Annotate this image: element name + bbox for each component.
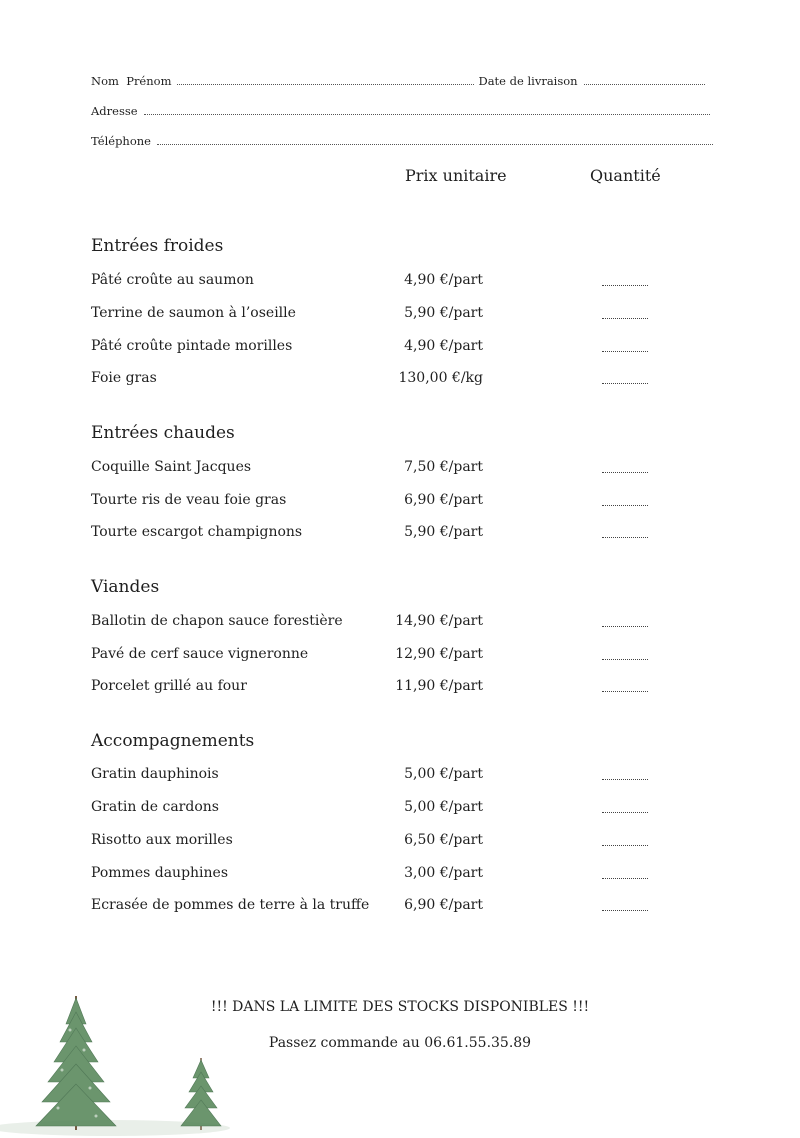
section-title-viandes: Viandes — [91, 577, 160, 597]
quantity-line[interactable] — [602, 536, 648, 538]
menu-item — [91, 832, 651, 854]
item-name: Gratin dauphinois — [91, 766, 219, 782]
adresse-field[interactable] — [91, 104, 714, 118]
menu-item — [91, 370, 651, 392]
item-name: Terrine de saumon à l’oseille — [91, 305, 296, 321]
quantity-line[interactable] — [602, 471, 648, 473]
item-price: 6,50 €/part — [404, 832, 483, 848]
item-price: 3,00 €/part — [404, 865, 483, 881]
item-price: 130,00 €/kg — [398, 370, 483, 386]
item-price: 5,00 €/part — [404, 799, 483, 815]
menu-item — [91, 305, 651, 327]
quantity-line[interactable] — [602, 877, 648, 879]
telephone-field[interactable] — [91, 134, 717, 148]
menu-item — [91, 766, 651, 788]
telephone-line[interactable] — [157, 143, 713, 145]
quantity-line[interactable] — [602, 317, 648, 319]
quantity-line[interactable] — [602, 382, 648, 384]
menu-item — [91, 272, 651, 294]
item-name: Risotto aux morilles — [91, 832, 233, 848]
menu-item — [91, 613, 651, 635]
menu-item — [91, 524, 651, 546]
menu-item — [91, 799, 651, 821]
quantity-line[interactable] — [602, 350, 648, 352]
item-name: Pavé de cerf sauce vigneronne — [91, 646, 309, 662]
item-price: 12,90 €/part — [395, 646, 483, 662]
quantity-line[interactable] — [602, 778, 648, 780]
item-price: 4,90 €/part — [404, 338, 483, 354]
quantity-line[interactable] — [602, 284, 648, 286]
item-name: Foie gras — [91, 370, 157, 386]
item-price: 5,00 €/part — [404, 766, 483, 782]
adresse-label: Adresse — [91, 104, 138, 118]
item-name: Coquille Saint Jacques — [91, 459, 252, 475]
item-price: 14,90 €/part — [395, 613, 483, 629]
section-title-entrees-chaudes: Entrées chaudes — [91, 423, 235, 443]
item-name: Porcelet grillé au four — [91, 678, 247, 694]
item-name: Pâté croûte pintade morilles — [91, 338, 293, 354]
menu-item — [91, 678, 651, 700]
menu-item — [91, 338, 651, 360]
nom-prenom-field[interactable] — [91, 74, 709, 88]
quantity-line[interactable] — [602, 504, 648, 506]
quantity-column-header: Quantité — [590, 166, 661, 185]
christmas-tree-icon — [0, 990, 260, 1138]
quantity-line[interactable] — [602, 811, 648, 813]
section-title-accompagnements: Accompagnements — [91, 731, 255, 751]
item-price: 7,50 €/part — [404, 459, 483, 475]
nom-prenom-label: Nom Prénom — [91, 74, 172, 88]
item-price: 11,90 €/part — [395, 678, 483, 694]
quantity-line[interactable] — [602, 690, 648, 692]
menu-item — [91, 865, 651, 887]
item-name: Pommes dauphines — [91, 865, 229, 881]
quantity-line[interactable] — [602, 658, 648, 660]
item-price: 5,90 €/part — [404, 305, 483, 321]
item-name: Ballotin de chapon sauce forestière — [91, 613, 343, 629]
menu-item — [91, 492, 651, 514]
item-name: Ecrasée de pommes de terre à la truffe — [91, 897, 370, 913]
item-name: Gratin de cardons — [91, 799, 219, 815]
menu-item — [91, 897, 651, 919]
item-price: 4,90 €/part — [404, 272, 483, 288]
stock-notice: !!! DANS LA LIMITE DES STOCKS DISPONIBLES !!! — [210, 999, 590, 1015]
item-name: Pâté croûte au saumon — [91, 272, 254, 288]
section-title-entrees-froides: Entrées froides — [91, 236, 224, 256]
item-price: 6,90 €/part — [404, 492, 483, 508]
quantity-line[interactable] — [602, 625, 648, 627]
quantity-line[interactable] — [602, 909, 648, 911]
item-name: Tourte ris de veau foie gras — [91, 492, 287, 508]
nom-prenom-line[interactable] — [177, 83, 474, 85]
adresse-line[interactable] — [144, 113, 710, 115]
order-phone: Passez commande au 06.61.55.35.89 — [268, 1035, 532, 1051]
item-price: 5,90 €/part — [404, 524, 483, 540]
quantity-line[interactable] — [602, 844, 648, 846]
menu-item — [91, 646, 651, 668]
date-livraison-line[interactable] — [584, 83, 705, 85]
telephone-label: Téléphone — [91, 134, 151, 148]
date-livraison-label: Date de livraison — [478, 74, 578, 88]
price-column-header: Prix unitaire — [405, 166, 507, 185]
item-price: 6,90 €/part — [404, 897, 483, 913]
item-name: Tourte escargot champignons — [91, 524, 303, 540]
menu-item — [91, 459, 651, 481]
